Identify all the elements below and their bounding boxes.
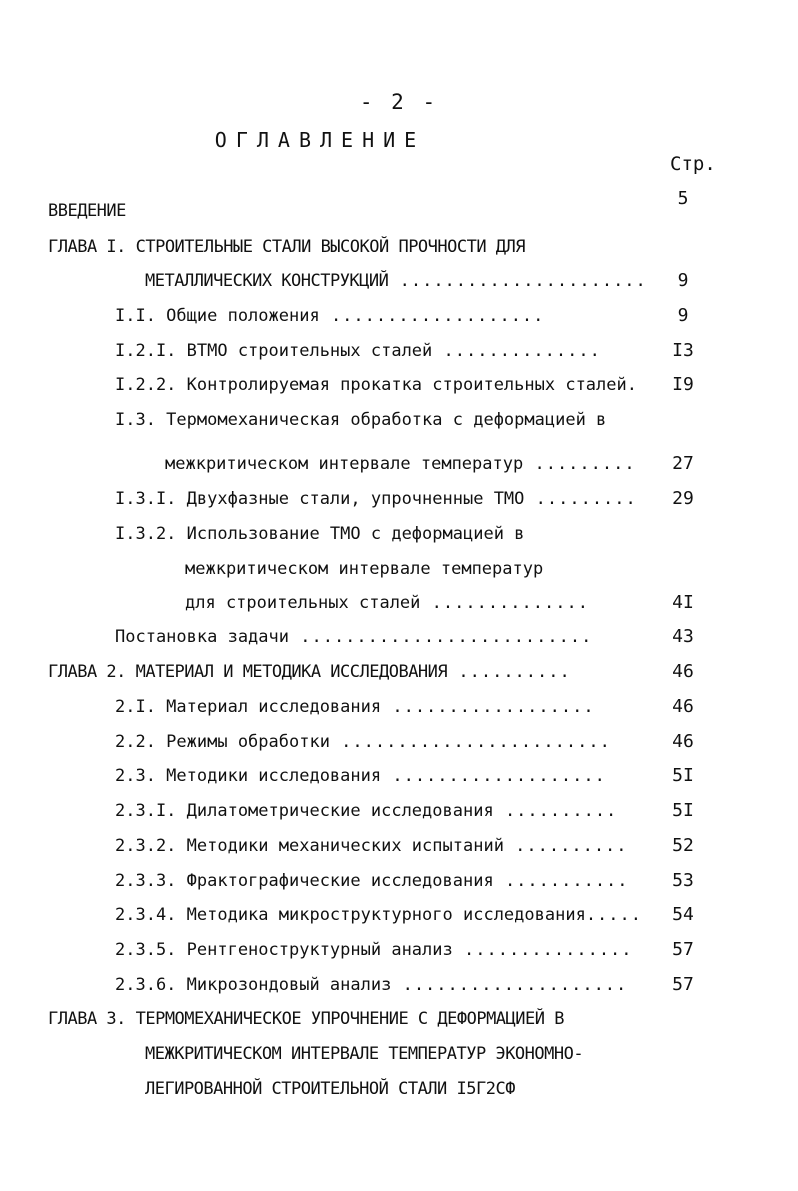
toc-page-number: I9: [672, 374, 694, 395]
toc-entry: 2.3.3. Фрактографические исследования ...........: [115, 871, 629, 891]
toc-entry: 2.3.5. Рентгеноструктурный анализ ...............: [115, 940, 633, 960]
toc-entry: для строительных сталей ..............: [185, 593, 589, 613]
toc-page-number: 52: [672, 835, 694, 856]
toc-page-number: 4I: [672, 592, 694, 613]
toc-entry: межкритическом интервале температур .........: [165, 454, 636, 474]
toc-entry: I.3.I. Двухфазные стали, упрочненные ТМО .........: [115, 489, 637, 509]
toc-entry: 2.3.2. Методики механических испытаний ..........: [115, 836, 628, 856]
toc-page-number: 46: [672, 661, 694, 682]
toc-entry: 2.I. Материал исследования ..................: [115, 697, 595, 717]
toc-entry: ВВЕДЕНИЕ: [48, 201, 126, 221]
toc-page-number: 43: [672, 626, 694, 647]
page-number: - 2 -: [359, 90, 439, 114]
toc-entry: I.3.2. Использование ТМО с деформацией в: [115, 524, 525, 544]
toc-entry: 2.3. Методики исследования ...................: [115, 766, 606, 786]
toc-entry: 2.3.4. Методика микроструктурного исследования.....: [115, 905, 642, 925]
toc-entry: МЕТАЛЛИЧЕСКИХ КОНСТРУКЦИЙ ......................: [145, 271, 647, 291]
page-column-header: Стр.: [670, 153, 716, 175]
toc-entry: МЕЖКРИТИЧЕСКОМ ИНТЕРВАЛЕ ТЕМПЕРАТУР ЭКОНОМНО-: [145, 1044, 584, 1064]
toc-entry: Постановка задачи ..........................: [115, 627, 593, 647]
toc-page-number: 57: [672, 974, 694, 995]
toc-entry: ГЛАВА 2. МАТЕРИАЛ И МЕТОДИКА ИССЛЕДОВАНИЯ ..........: [48, 662, 571, 682]
toc-page-number: 27: [672, 453, 694, 474]
toc-entry: 2.3.I. Дилатометрические исследования ..........: [115, 801, 618, 821]
toc-entry: I.I. Общие положения ...................: [115, 306, 545, 326]
toc-page-number: 5I: [672, 800, 694, 821]
toc-entry: ЛЕГИРОВАННОЙ СТРОИТЕЛЬНОЙ СТАЛИ I5Г2СФ: [145, 1079, 515, 1099]
toc-entry: ГЛАВА I. СТРОИТЕЛЬНЫЕ СТАЛИ ВЫСОКОЙ ПРОЧНОСТИ ДЛЯ: [48, 237, 526, 257]
toc-page-number: 5I: [672, 765, 694, 786]
toc-entry: I.2.2. Контролируемая прокатка строительных сталей.: [115, 375, 637, 395]
toc-page-number: 54: [672, 904, 694, 925]
toc-entry: ГЛАВА 3. ТЕРМОМЕХАНИЧЕСКОЕ УПРОЧНЕНИЕ С ДЕФОРМАЦИЕЙ В: [48, 1009, 564, 1029]
toc-entry: 2.3.6. Микрозондовый анализ ....................: [115, 975, 628, 995]
toc-entry: I.2.I. ВТМО строительных сталей ..............: [115, 341, 601, 361]
page-title: ОГЛАВЛЕНИЕ: [214, 128, 426, 152]
toc-page-number: 53: [672, 870, 694, 891]
toc-page-number: I3: [672, 340, 694, 361]
toc-page-number: 46: [672, 696, 694, 717]
toc-page-number: 57: [672, 939, 694, 960]
toc-entry: 2.2. Режимы обработки ........................: [115, 732, 611, 752]
toc-page-number: 29: [672, 488, 694, 509]
toc-entry: I.3. Термомеханическая обработка с деформацией в: [115, 410, 607, 430]
toc-page-number: 9: [677, 305, 689, 326]
toc-entry: межкритическом интервале температур: [185, 559, 544, 579]
toc-page-number: 9: [677, 270, 689, 291]
toc-page-number: 5: [677, 188, 689, 209]
toc-page-number: 46: [672, 731, 694, 752]
